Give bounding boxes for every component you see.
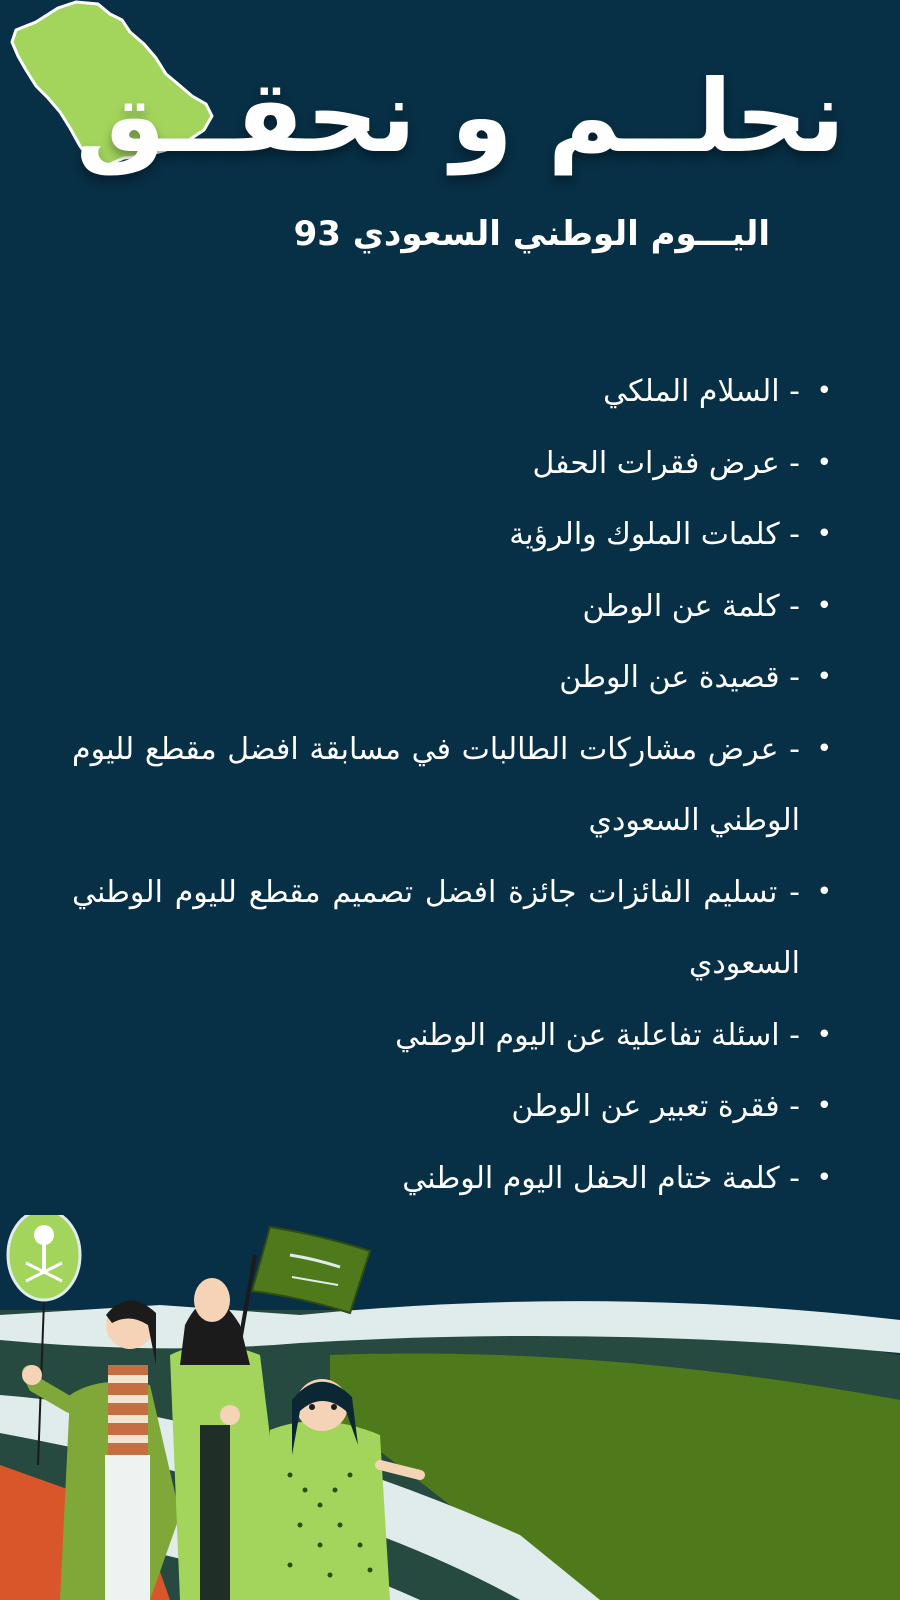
celebration-illustration [0,1215,900,1600]
bullet-icon: • [816,733,832,764]
agenda-item [72,499,832,571]
agenda-item [72,571,832,643]
bullet-icon: • [816,519,832,549]
agenda-item-text: - اسئلة تفاعلية عن اليوم الوطني [395,1017,800,1053]
agenda-item [72,428,832,500]
bullet-icon: • [816,1091,832,1121]
agenda-item [72,714,832,857]
event-subtitle: اليـــوم الوطني السعودي 93 [293,214,770,254]
agenda-item-text: - تسليم الفائزات جائزة افضل تصميم مقطع لليوم الوطني السعودي [72,874,800,981]
bullet-icon: • [816,590,832,621]
agenda-item-text: - عرض فقرات الحفل [532,445,800,481]
agenda-item [72,642,832,714]
agenda-item-text: - كلمة عن الوطن [582,588,800,624]
main-title: نحلــم و نحقــق [75,58,845,175]
bullet-icon: • [816,662,832,692]
agenda-item-text: - كلمة ختام الحفل اليوم الوطني [402,1160,800,1196]
agenda-item [72,1071,832,1143]
agenda-item-text: - كلمات الملوك والرؤية [509,517,800,552]
agenda-item-text: - عرض مشاركات الطالبات في مسابقة افضل مقطع لليوم الوطني السعودي [72,731,800,838]
bullet-icon: • [816,1162,832,1193]
agenda-item-text: - قصيدة عن الوطن [559,660,800,695]
agenda-item-text: - فقرة تعبير عن الوطن [511,1089,800,1124]
bullet-icon: • [816,1019,832,1050]
agenda-item [72,356,832,428]
bullet-icon: • [816,376,832,406]
agenda-item [72,1143,832,1215]
bullet-icon: • [816,876,832,907]
agenda-item [72,857,832,1000]
agenda-item [72,1000,832,1072]
agenda-item-text: - السلام الملكي [603,374,800,409]
agenda-list [72,356,832,1214]
bullet-icon: • [816,447,832,478]
